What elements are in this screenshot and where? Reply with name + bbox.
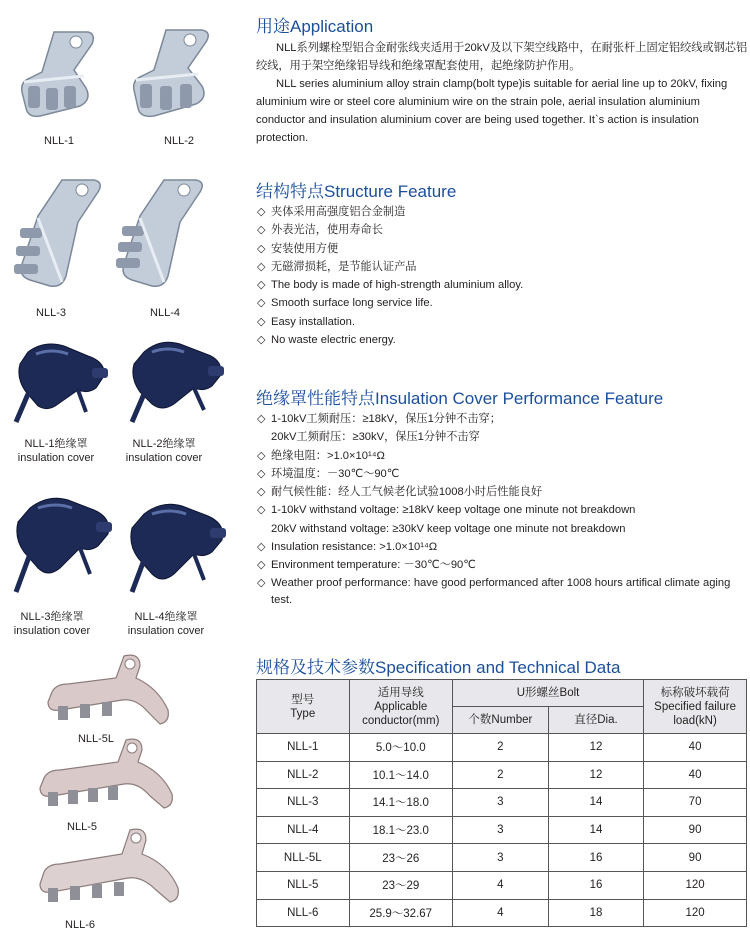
caption-nll-3-cover-name: NLL-3绝缘罩 — [20, 611, 84, 623]
list-item: ◇ 耐气候性能：经人工气候老化试验1008小时后性能良好 — [256, 483, 750, 501]
diamond-bullet-icon: ◇ — [257, 576, 266, 589]
list-item: ◇ 夹体采用高强度铝合金制造 — [256, 203, 748, 221]
caption-nll-2-cover-sub: insulation cover — [125, 452, 203, 464]
spec-heading: 规格及技术参数Specification and Technical Data — [256, 658, 621, 677]
spec-table — [256, 679, 747, 927]
header-conductor: 适用导线 Applicable conductor(mm) — [349, 680, 452, 734]
caption-nll-5: NLL-5 — [67, 821, 97, 833]
list-item: ◇ 外表光洁，使用寿命长 — [256, 221, 748, 239]
diamond-bullet-icon: ◇ — [257, 224, 266, 237]
structure-heading: 结构特点Structure Feature — [256, 182, 457, 201]
diamond-bullet-icon: ◇ — [257, 260, 266, 273]
diamond-bullet-icon: ◇ — [257, 559, 266, 572]
list-item: ◇ 环境温度：－30℃～90℃ — [256, 465, 750, 483]
diamond-bullet-icon: ◇ — [257, 467, 266, 480]
table-row: NLL-3 14.1～18.0 3 14 70 — [257, 789, 747, 817]
diamond-bullet-icon: ◇ — [257, 242, 266, 255]
table-row: NLL-2 10.1～14.0 2 12 40 — [257, 761, 747, 789]
list-item: ◇ Environment temperature: －30℃～90℃ — [256, 556, 750, 574]
header-bolt: U形螺丝Bolt — [452, 680, 643, 707]
list-item: ◇ Insulation resistance: >1.0×10¹⁴Ω — [256, 538, 750, 556]
application-en-paragraph: NLL series aluminium alloy strain clamp(bolt type)is suitable for aerial line up to 20kV, fixing aluminium wire or steel core aluminium wire on the strain pole, aerial insulation aluminium conductor and insulation aluminium cover are being used together. It`s action is insulation protection. — [256, 78, 728, 144]
caption-nll-4-cover-name: NLL-4绝缘罩 — [134, 611, 198, 623]
list-item: ◇ Weather proof performance: have good performanced after 1008 hours artifical climate aging test. — [257, 576, 731, 606]
insulation-heading: 绝缘罩性能特点Insulation Cover Performance Feature — [256, 389, 664, 408]
list-item: ◇ 无磁滞损耗，是节能认证产品 — [256, 258, 748, 276]
nll-2-insulation-cover-image — [122, 330, 232, 434]
nll-4-clamp-image — [110, 176, 210, 300]
caption-nll-4-cover — [118, 610, 214, 638]
caption-nll-3-cover — [4, 610, 100, 638]
caption-nll-3-cover-sub: insulation cover — [13, 625, 91, 637]
table-row: NLL-4 18.1～23.0 3 14 90 — [257, 816, 747, 844]
diamond-bullet-icon: ◇ — [257, 206, 266, 218]
insulation-feature-list — [256, 410, 750, 609]
list-item: ◇ 1-10kV withstand voltage: ≥18kV keep voltage one minute not breakdown — [256, 501, 750, 519]
list-item: 20kV withstand voltage: ≥30kV keep voltage one minute not breakdown — [271, 522, 626, 535]
caption-nll-4-cover-sub: insulation cover — [127, 625, 205, 637]
nll-5l-clamp-image — [40, 652, 190, 732]
list-item: ◇ No waste electric energy. — [256, 331, 748, 349]
application-cn-paragraph: NLL系列螺栓型铝合金耐张线夹适用于20kV及以下架空线路中，在耐张杆上固定铝绞线或钢芯铝绞线，用于架空绝缘铝导线和绝缘罩配套使用，起绝缘防护作用。 — [256, 42, 748, 72]
caption-nll-2-cover — [116, 437, 212, 465]
diamond-bullet-icon: ◇ — [257, 486, 266, 499]
table-row: NLL-1 5.0～10.0 2 12 40 — [257, 734, 747, 762]
caption-nll-1-cover — [8, 437, 104, 465]
diamond-bullet-icon: ◇ — [257, 297, 266, 310]
nll-4-insulation-cover-image — [120, 494, 232, 606]
list-item: ◇ 1-10kV工频耐压：≥18kV，保压1分钟不击穿； — [256, 410, 750, 428]
caption-nll-3: NLL-3 — [36, 307, 66, 319]
application-body — [256, 39, 748, 147]
list-item: ◇ Smooth surface long service life. — [256, 294, 748, 312]
nll-1-clamp-image — [14, 26, 104, 128]
header-type: 型号 Type — [257, 680, 350, 734]
table-row: NLL-6 25.9～32.67 4 18 120 — [257, 899, 747, 927]
application-heading: 用途Application — [256, 17, 374, 36]
caption-nll-4: NLL-4 — [150, 307, 180, 319]
caption-nll-1: NLL-1 — [44, 135, 74, 147]
caption-nll-1-cover-sub: insulation cover — [17, 452, 95, 464]
caption-nll-5l: NLL-5L — [77, 733, 115, 745]
header-bolt-dia: 直径Dia. — [548, 707, 643, 734]
diamond-bullet-icon: ◇ — [257, 541, 266, 554]
list-item: ◇ 安装使用方便 — [256, 240, 748, 258]
header-load: 标称破坏载荷 Specified failure load(kN) — [644, 680, 747, 734]
caption-nll-2: NLL-2 — [164, 135, 194, 147]
diamond-bullet-icon: ◇ — [257, 334, 266, 347]
nll-3-clamp-image — [8, 176, 108, 300]
caption-nll-2-cover-name: NLL-2绝缘罩 — [132, 438, 196, 450]
list-item: 20kV工频耐压：≥30kV，保压1分钟不击穿 — [271, 431, 480, 444]
diamond-bullet-icon: ◇ — [257, 449, 266, 462]
header-bolt-number: 个数Number — [452, 707, 548, 734]
caption-nll-1-cover-name: NLL-1绝缘罩 — [24, 438, 88, 450]
diamond-bullet-icon: ◇ — [257, 504, 266, 517]
nll-6-clamp-image — [30, 826, 206, 918]
list-item: ◇ The body is made of high-strength aluminium alloy. — [256, 276, 748, 294]
nll-1-insulation-cover-image — [8, 332, 116, 434]
list-item: ◇ 绝缘电阻：>1.0×10¹⁴Ω — [256, 447, 750, 465]
diamond-bullet-icon: ◇ — [257, 279, 266, 292]
diamond-bullet-icon: ◇ — [257, 315, 266, 328]
structure-feature-list — [256, 203, 748, 349]
table-row: NLL-5 23～29 4 16 120 — [257, 871, 747, 899]
nll-3-insulation-cover-image — [6, 488, 118, 602]
diamond-bullet-icon: ◇ — [257, 413, 266, 425]
caption-nll-6: NLL-6 — [65, 919, 95, 931]
list-item: ◇ Easy installation. — [256, 313, 748, 331]
table-row: NLL-5L 23～26 3 16 90 — [257, 844, 747, 872]
nll-2-clamp-image — [126, 24, 220, 128]
product-photo-column — [0, 0, 250, 940]
nll-5-clamp-image — [30, 736, 200, 820]
content-column — [256, 0, 750, 940]
